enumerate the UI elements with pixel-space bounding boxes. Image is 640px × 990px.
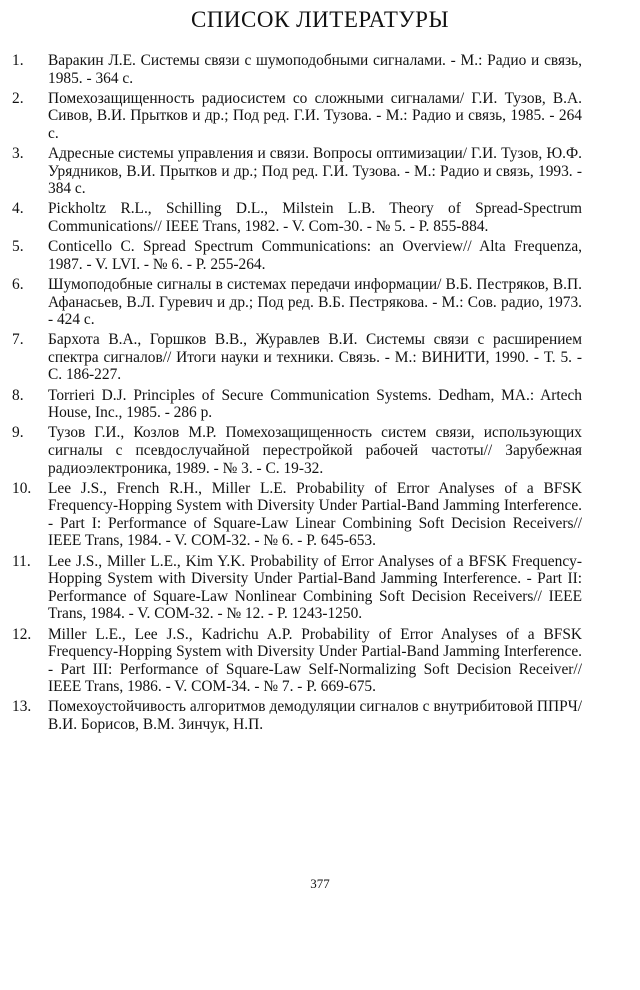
reference-number: 11.	[12, 552, 31, 570]
reference-item	[12, 424, 582, 477]
reference-item	[12, 553, 582, 623]
reference-list	[12, 52, 582, 736]
reference-number: 5.	[12, 238, 24, 256]
reference-item	[12, 90, 582, 143]
reference-item	[12, 52, 582, 87]
reference-item	[12, 200, 582, 235]
reference-item	[12, 145, 582, 198]
reference-text: Варакин Л.Е. Системы связи с шумоподобными сигналами. - М.: Радио и связь, 1985. - 364 с.	[48, 52, 582, 87]
reference-text: Шумоподобные сигналы в системах передачи информации/ В.Б. Пестряков, В.П. Афанасьев, В.Л. Гуревич и др.; Под ред. В.Б. Пестрякова. - М.: Сов. радио, 1973. - 424 с.	[48, 276, 582, 329]
page-number: 377	[310, 876, 330, 891]
reference-number: 1.	[12, 52, 24, 69]
reference-text: Pickholtz R.L., Schilling D.L., Milstein L.B. Theory of Spread-Spectrum Communications// IEEE Trans, 1982. - V. Com-30. - № 5. - P. 855-884.	[48, 200, 582, 235]
reference-number: 7.	[12, 331, 24, 349]
reference-item	[12, 626, 582, 696]
reference-number: 13.	[12, 698, 32, 716]
reference-number: 9.	[12, 424, 24, 442]
reference-item	[12, 480, 582, 550]
reference-text: Miller L.E., Lee J.S., Kadrichu A.P. Probability of Error Analyses of a BFSK Frequency-Hopping System with Diversity Under Partial-Band Jamming Interference. - Part III: Performance of Square-Law Self-Normalizing Soft Decision Receiver// IEEE Trans, 1986. - V. COM-34. - № 7. - P. 669-675.	[48, 625, 582, 696]
reference-number: 8.	[12, 386, 24, 404]
reference-text: Помехоустойчивость алгоритмов демодуляции сигналов с внутрибитовой ППРЧ/ В.И. Борисов, В.М. Зинчук, Н.П.	[48, 698, 582, 733]
reference-text: Conticello C. Spread Spectrum Communications: an Overview// Alta Frequenza, 1987. - V. LVI. - № 6. - P. 255-264.	[48, 238, 582, 273]
reference-number: 6.	[12, 276, 24, 293]
reference-number: 4.	[12, 200, 24, 218]
reference-item	[12, 331, 582, 384]
reference-text: Torrieri D.J. Principles of Secure Communication Systems. Dedham, MA.: Artech House, Inc., 1985. - 286 p.	[48, 386, 582, 422]
reference-text: Lee J.S., Miller L.E., Kim Y.K. Probability of Error Analyses of a BFSK Frequency-Hopping System with Diversity Under Partial-Band Jamming Interference. - Part II: Performance of Square-Law Nonlinear Combining Soft Decision Receivers// IEEE Trans, 1984. - V. COM-32. - № 12. - P. 1243-1250.	[48, 552, 582, 623]
reference-item	[12, 698, 582, 733]
reference-text: Помехозащищенность радиосистем со сложными сигналами/ Г.И. Тузов, В.А. Сивов, В.И. Прытков и др.; Под ред. Г.И. Тузова. - М.: Радио и связь, 1985. - 264 с.	[48, 89, 582, 142]
reference-number: 10.	[12, 479, 32, 497]
reference-item	[12, 276, 582, 329]
reference-text: Бархота В.А., Горшков В.В., Журавлев В.И. Системы связи с расширением спектра сигналов// Итоги науки и техники. Связь. - М.: ВИНИТИ, 1990. - Т. 5. - С. 186-227.	[48, 331, 582, 384]
reference-text: Адресные системы управления и связи. Вопросы оптимизации/ Г.И. Тузов, Ю.Ф. Урядников, В.И. Прытков и др.; Под ред. Г.И. Тузова. - М.: Радио и связь, 1993. - 384 с.	[48, 145, 582, 198]
reference-number: 2.	[12, 89, 24, 107]
reference-item	[12, 238, 582, 273]
page-title: СПИСОК ЛИТЕРАТУРЫ	[190, 7, 450, 32]
reference-number: 12.	[12, 625, 32, 643]
reference-item	[12, 387, 582, 422]
reference-number: 3.	[12, 145, 24, 163]
reference-text: Lee J.S., French R.H., Miller L.E. Probability of Error Analyses of a BFSK Frequency-Hopping System with Diversity Under Partial-Band Jamming Interference. - Part I: Performance of Square-Law Linear Combining Soft Decision Receivers// IEEE Trans, 1984. - V. COM-32. - № 6. - P. 645-653.	[48, 479, 582, 550]
reference-text: Тузов Г.И., Козлов М.Р. Помехозащищенность систем связи, использующих сигналы с псевдослучайной перестройкой рабочей частоты// Зарубежная радиоэлектроника, 1989. - № 3. - С. 19-32.	[48, 424, 582, 477]
